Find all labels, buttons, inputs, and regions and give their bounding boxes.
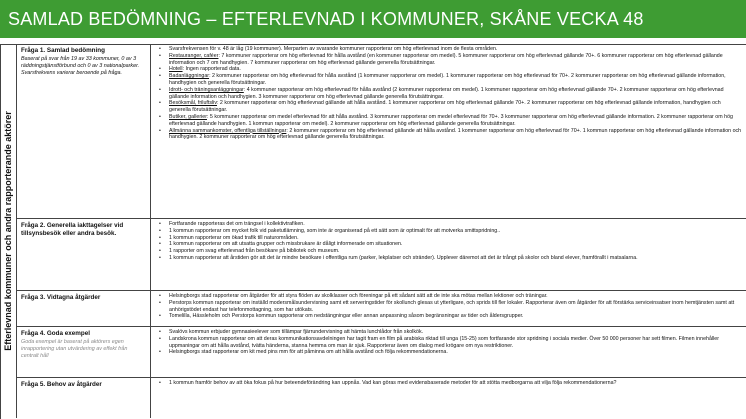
- section-title: Fråga 5. Behov av åtgärder: [21, 381, 102, 388]
- bullet-item: [156, 100, 742, 114]
- section-subtitle: Goda exempel är baserat på aktörers egen inrapportering utan utvärdering av effekt från centralt håll: [21, 339, 128, 359]
- bullet-keyword: Restauranger, caféer: [169, 52, 219, 59]
- bullet-list: [156, 329, 742, 356]
- bullet-item: • 1 kommun rapporterar om mycket folk vid paketutlämning, som inte är organiserad på ett sätt som är optimalt för att motverka smittspridning..: [156, 228, 742, 235]
- bullet-item: • Tomelilla, Hässleholm och Perstorps kommun rapporterar om nedstängningar eller annan anpassning såsom begränsningar av tider och åldersgrupper.: [156, 313, 742, 320]
- bullet-item: • Landskrona kommun rapporterar om att deras kommunikationsavdelningen har tagit fram en film på arabiska riktad till unga (15-25) som fortfarande stor spridning i sociala medier. Över 50 000 personer har sett filmen. Filmen innehåller uppmaningar om att hålla avstånd, tvätta händerna, stanna hemma om man är sjuk. Rapporterar även om dialog med krögare om nya restriktioner.: [156, 336, 742, 350]
- bullet-text: Svarsfrekvensen för v. 48 är låg (19 kommuner). Merparten av svarande kommuner rapporterar om hög efterlevnad inom de flesta områden.: [169, 46, 498, 52]
- section-content-cell: [152, 378, 746, 418]
- title-bar: [0, 0, 746, 38]
- section-row-2: [17, 219, 746, 291]
- section-label-cell: [17, 327, 151, 377]
- bullet-keyword: Allmänna sammankomster, offentliga tillställningar: [169, 127, 287, 134]
- section-content-cell: [152, 327, 746, 377]
- bullet-item: • 1 kommun rapporterar om ökad trafik till naturområden.: [156, 235, 742, 242]
- slide-title: SAMLAD BEDÖMNING – EFTERLEVNAD I KOMMUNER, SKÅNE VECKA 48: [8, 9, 644, 29]
- bullet-item: • 1 kommun rapporterar om att utsatta grupper och missbrukare är dåligt informerade om situationen.: [156, 241, 742, 248]
- section-label-cell: [17, 378, 151, 418]
- bullet-item: • Perstorps kommun rapporterar om inställd modersmålsundervisning samt ett serveringstider för skollunch glesas ut ytterligare, och sprids till fler lokaler. Rapporterar även om åtgärder för att förstärka serviceinsatser inom hemtjänsten samt att anhörigstödet endast har telefonmottagning, som har utökats.: [156, 300, 742, 314]
- bullet-keyword: Idrott- och träningsanläggningar: [169, 86, 244, 93]
- section-content-cell: [152, 291, 746, 326]
- bullet-text: : 7 kommuner rapporterar om hög efterlevnad för hålla avstånd (en kommuner rapporterar om medel). 5 kommuner rapporterar om hög efterlevnad gällande 70+. 6 kommuner rapporterar om hög efterlevnad gällande information och 7 om handhygien. 7 kommuner rapporterar om hög efterlevnad gällande generella förutsättningar.: [169, 52, 723, 66]
- bullet-item: • Fortfarande rapporteras det om trängsel i kollektivtrafiken.: [156, 221, 742, 228]
- bullet-list: [156, 221, 742, 262]
- bullet-item: [156, 53, 742, 67]
- section-row-3: [17, 291, 746, 327]
- bullet-list: [156, 46, 742, 141]
- section-title: Fråga 3. Vidtagna åtgärder: [21, 294, 101, 301]
- section-label-cell: [17, 291, 151, 326]
- section-title: Fråga 2. Generella iakttagelser vid tillsynsbesök eller andra besök.: [21, 222, 124, 237]
- bullet-item: • 1 kommun rapporterar att årstiden gör att det är mindre besökare i offentliga rum (parker, lekplatser och stränder). Upplever däremot att det är trångt på skolor och bland elever, framförallt i matsalarna.: [156, 255, 742, 262]
- bullet-item: • 1 rapporter om svag efterlevnad från besökare på bibliotek och museum.: [156, 248, 742, 255]
- section-title: Fråga 4. Goda exempel: [21, 330, 90, 337]
- bullet-list: [156, 380, 742, 387]
- bullet-keyword: Badanläggningar: [169, 73, 210, 80]
- section-title: Fråga 1. Samlad bedömning: [21, 47, 105, 54]
- bullet-text: : Ingen rapporterad data.: [182, 66, 241, 73]
- bullet-item: • Svalövs kommun erbjuder gymnasieelever som tillämpar fjärrundervisning att hämta lunchlådor från skolkök.: [156, 329, 742, 336]
- section-content-cell: [152, 44, 746, 218]
- bullet-text: : 2 kommuner rapporterar om hög efterlevnad gällande att hålla avstånd. 1 kommuner rapporterar om hög efterlevnad gällande 70+. 2 kommuner rapporterar om hög efterlevnad gällande information, handhygien och generella förutsättningar.: [169, 100, 721, 114]
- section-row-5: [17, 378, 746, 418]
- bullet-keyword: Hotell: [169, 66, 183, 73]
- bullet-item: [156, 87, 742, 101]
- section-subtitle: Baserat på svar från 19 av 33 kommuner, 0 av 3 räddningstjänstförbund och 0 av 3 nationalparker. Svarsfrekvens varierar beroende på fråga.: [21, 56, 140, 76]
- side-label: Efterlevnad kommuner och andra rapporterande aktörer: [3, 111, 13, 351]
- bullet-text: : 2 kommuner rapporterar om hög efterlevnad för hålla avstånd (1 kommuner rapporterar om medel). 1 kommuner rapporterar om hög efterlevnad för 70+. 2 kommuner rapporterar om hög efterlevnad gällande information, handhygien och generella förutsättningar.: [169, 73, 726, 86]
- section-content-cell: [152, 219, 746, 290]
- section-label-cell: [17, 44, 151, 218]
- bullet-item: [156, 73, 742, 87]
- bullet-item: • 1 kommun framför behov av att öka fokus på hur beteendeförändring kan uppnås. Vad kan göras med evidensbaserade metoder för att stötta medborgarna att vilja följa rekommendationerna?: [156, 380, 742, 387]
- bullet-text: : 2 kommuner rapporterar om hög efterlevnad gällande att hålla avstånd. 1 kommuner rapporterar om hög efterlevnad för 70+. 1 kommun rapporterar om hög efterlevnad gällande information och handhygien. 2 kommuner rapporterar om hög efterlevnad gällande generella förutsättningar.: [169, 127, 742, 141]
- bullet-item: [156, 114, 742, 128]
- bullet-text: : 4 kommuner rapporterar om hög efterlevnad för hålla avstånd (2 kommuner rapporterar om medel). 1 kommuner rapporterar om hög efterlevnad gällande 70+. 2 kommuner rapporterar om hög efterlevnad gällande information och handhygien. 3 kommuner rapporterar om hög efterlevnad gällande generella förutsättningar.: [169, 86, 724, 100]
- bullet-item: [156, 46, 742, 53]
- bullet-item: [156, 128, 742, 142]
- bullet-item: • Helsingborgs stad rapporterar om kit med pins mm för att påminna om att hålla avstånd och följa rekommendationerna.: [156, 349, 742, 356]
- section-row-4: [17, 327, 746, 378]
- section-label-cell: [17, 219, 151, 290]
- bullet-keyword: Butiker, gallerier: [169, 113, 207, 120]
- side-label-column: [0, 44, 17, 418]
- bullet-text: : 5 kommuner rapporterar om medel efterlevnad för att hålla avstånd. 3 kommuner rapporterar om medel efterlevnad för 70+. 3 kommuner rapporterar om hög efterlevnad gällande information. 2 kommuner rapporterar om hög efterlevnad gällande handhygien. 1 kommun rapporterar om medel). 2 kommuner rapporterar om hög efterlevnad gällande generella förutsättningar.: [169, 113, 733, 127]
- bullet-item: • Helsingborgs stad rapporterar om åtgärder för att styra flöden av skolklasser och föreningar på ett sådant sätt att de inte ska mötas mellan lektioner och träningar.: [156, 293, 742, 300]
- bullet-keyword: Besöksmål, friluftsliv: [169, 100, 217, 107]
- section-row-1: [17, 44, 746, 219]
- bullet-list: [156, 293, 742, 320]
